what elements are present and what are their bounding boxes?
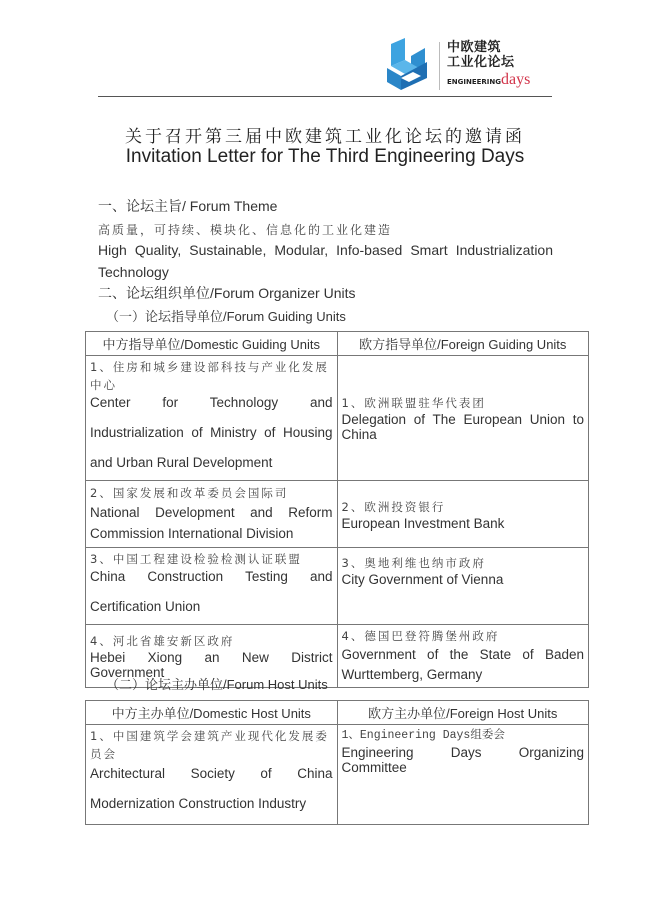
domestic-cell bbox=[86, 725, 338, 825]
cell-cn: 4、河北省雄安新区政府 bbox=[90, 634, 235, 648]
host-units-table bbox=[85, 700, 589, 825]
cell-en: National Development and Reform Commission International Division bbox=[90, 505, 333, 541]
domestic-cell bbox=[86, 548, 338, 625]
cell-en: Delegation of The European Union to China bbox=[341, 412, 584, 442]
theme-en: High Quality, Sustainable, Modular, Info-based Smart Industrialization Technology bbox=[98, 242, 553, 280]
title-cn: 关于召开第三届中欧建筑工业化论坛的邀请函 bbox=[125, 127, 525, 147]
logo-en bbox=[447, 71, 530, 89]
cell-en: Center for Technology and Industrialization of Ministry of Housing and Urban Rural Development bbox=[90, 395, 333, 470]
cell-en: China Construction Testing and Certification Union bbox=[90, 569, 333, 614]
table-header-row bbox=[86, 701, 589, 725]
logo-cn-line1: 中欧建筑 bbox=[447, 40, 502, 55]
col-domestic-guiding: 中方指导单位/Domestic Guiding Units bbox=[86, 332, 338, 356]
foreign-cell bbox=[337, 548, 589, 625]
guiding-units-table bbox=[85, 331, 589, 688]
cell-cn: 2、国家发展和改革委员会国际司 bbox=[90, 486, 289, 500]
cell-cn: 3、中国工程建设检验检测认证联盟 bbox=[90, 552, 302, 566]
table-row bbox=[86, 356, 589, 481]
logo-en-days: days bbox=[501, 71, 531, 88]
logo-separator bbox=[439, 42, 440, 90]
cell-cn: 4、德国巴登符腾堡州政府 bbox=[341, 629, 500, 643]
col-domestic-host: 中方主办单位/Domestic Host Units bbox=[86, 701, 338, 725]
cell-en: Government of the State of Baden Wurttemberg, Germany bbox=[341, 647, 584, 682]
theme-cn: 高质量，可持续、模块化、信息化的工业化建造 bbox=[98, 223, 393, 237]
section-organizer-heading: 二、论坛组织单位/Forum Organizer Units bbox=[98, 285, 356, 301]
foreign-cell bbox=[337, 725, 589, 825]
logo bbox=[383, 38, 533, 94]
cell-en: City Government of Vienna bbox=[341, 572, 504, 587]
cell-cn: 2、欧洲投资银行 bbox=[341, 499, 446, 514]
table-header-row bbox=[86, 332, 589, 356]
cell-cn: 1、欧洲联盟驻华代表团 bbox=[341, 396, 486, 410]
guiding-units-heading: （一）论坛指导单位/Forum Guiding Units bbox=[106, 309, 346, 324]
cell-cn: 1、Engineering Days组委会 bbox=[341, 729, 505, 742]
logo-cn-line2: 工业化论坛 bbox=[447, 55, 515, 70]
cell-en: Hebei Xiong an New District Government bbox=[90, 650, 333, 680]
col-foreign-host: 欧方主办单位/Foreign Host Units bbox=[337, 701, 589, 725]
cube-logo-icon bbox=[383, 38, 433, 92]
section-forum-theme-heading: 一、论坛主旨/ Forum Theme bbox=[98, 198, 278, 214]
title-en: Invitation Letter for The Third Engineering Days bbox=[125, 146, 525, 167]
cell-cn: 3、奥地利维也纳市政府 bbox=[341, 556, 486, 570]
foreign-cell bbox=[337, 356, 589, 481]
cell-cn: 1、中国建筑学会建筑产业现代化发展委员会 bbox=[90, 729, 329, 761]
header-rule bbox=[98, 96, 552, 97]
host-units-heading: （二）论坛主办单位/Forum Host Units bbox=[106, 677, 328, 692]
logo-en-prefix: ENGINEERING bbox=[447, 78, 502, 86]
table-row bbox=[86, 725, 589, 825]
logo-text bbox=[447, 40, 530, 89]
cell-en: Engineering Days Organizing Committee bbox=[341, 745, 584, 775]
cell-en: Architectural Society of China Modernization Construction Industry bbox=[90, 766, 333, 811]
foreign-cell bbox=[337, 481, 589, 548]
foreign-cell bbox=[337, 625, 589, 688]
cell-cn: 1、住房和城乡建设部科技与产业化发展中心 bbox=[90, 360, 329, 392]
table-row bbox=[86, 548, 589, 625]
table-row bbox=[86, 481, 589, 548]
col-foreign-guiding: 欧方指导单位/Foreign Guiding Units bbox=[337, 332, 589, 356]
domestic-cell bbox=[86, 481, 338, 548]
cell-en: European Investment Bank bbox=[341, 515, 505, 531]
domestic-cell bbox=[86, 356, 338, 481]
